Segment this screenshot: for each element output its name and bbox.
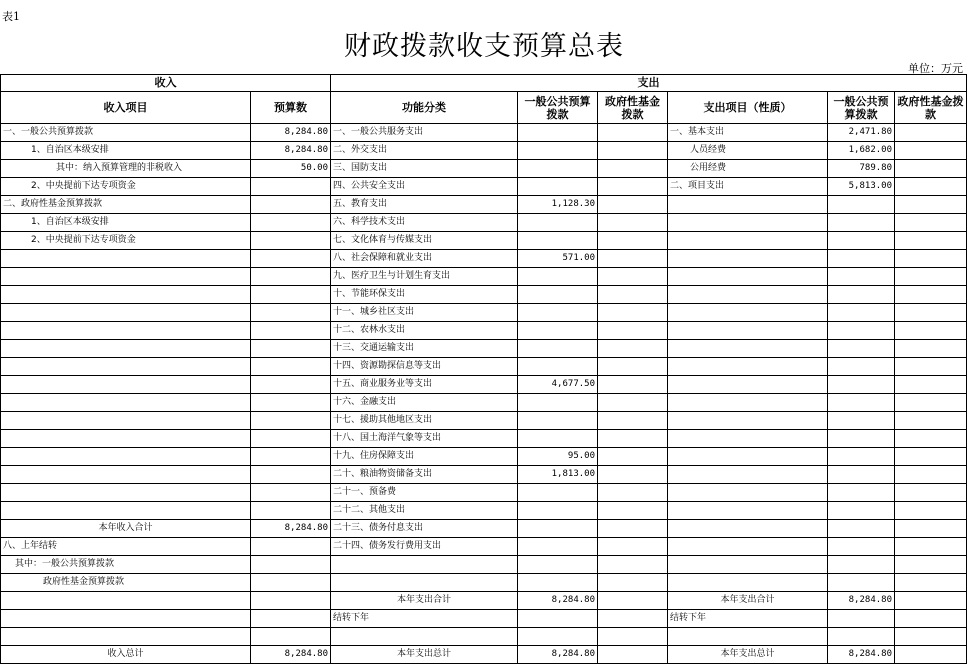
gov-fund-cell — [598, 574, 668, 592]
function-cell: 六、科学技术支出 — [331, 214, 518, 232]
general-public-cell — [518, 178, 598, 196]
income-cell: 1、自治区本级安排 — [1, 142, 251, 160]
budget-cell: 8,284.80 — [251, 646, 331, 664]
function-cell — [331, 574, 518, 592]
function-cell: 结转下年 — [331, 610, 518, 628]
table-row — [1, 646, 967, 664]
table-row — [1, 448, 967, 466]
general-public-2-cell — [828, 376, 895, 394]
gov-fund-cell — [598, 448, 668, 466]
general-public-cell: 1,128.30 — [518, 196, 598, 214]
gov-fund-cell — [598, 358, 668, 376]
expense-section-header: 支出 — [331, 75, 967, 92]
expense-item-cell — [668, 520, 828, 538]
income-cell: 1、自治区本级安排 — [1, 214, 251, 232]
expense-item-cell — [668, 304, 828, 322]
general-public-2-cell — [828, 232, 895, 250]
expense-item-cell — [668, 322, 828, 340]
table-row — [1, 520, 967, 538]
table-row — [1, 142, 967, 160]
gov-fund-2-cell — [895, 178, 967, 196]
budget-cell: 8,284.80 — [251, 520, 331, 538]
gov-fund-cell — [598, 232, 668, 250]
income-cell — [1, 250, 251, 268]
income-cell — [1, 340, 251, 358]
gov-fund-2-cell — [895, 538, 967, 556]
table-row — [1, 610, 967, 628]
budget-cell — [251, 394, 331, 412]
general-public-cell — [518, 322, 598, 340]
header-expense-item: 支出项目（性质） — [668, 92, 828, 124]
general-public-cell — [518, 160, 598, 178]
income-cell: 其中：一般公共预算拨款 — [1, 556, 251, 574]
function-cell: 八、社会保障和就业支出 — [331, 250, 518, 268]
general-public-2-cell — [828, 556, 895, 574]
budget-cell — [251, 358, 331, 376]
budget-cell — [251, 610, 331, 628]
general-public-2-cell: 789.80 — [828, 160, 895, 178]
budget-cell — [251, 214, 331, 232]
income-cell — [1, 628, 251, 646]
table-row — [1, 430, 967, 448]
income-cell — [1, 502, 251, 520]
table-row — [1, 340, 967, 358]
table-row — [1, 376, 967, 394]
function-cell: 本年支出合计 — [331, 592, 518, 610]
gov-fund-cell — [598, 250, 668, 268]
income-cell — [1, 484, 251, 502]
budget-cell — [251, 484, 331, 502]
general-public-cell: 4,677.50 — [518, 376, 598, 394]
budget-cell — [251, 430, 331, 448]
function-cell: 十九、住房保障支出 — [331, 448, 518, 466]
gov-fund-cell — [598, 412, 668, 430]
gov-fund-cell — [598, 484, 668, 502]
general-public-cell — [518, 520, 598, 538]
header-general-public: 一般公共预算拨款 — [518, 92, 598, 124]
income-cell: 八、上年结转 — [1, 538, 251, 556]
general-public-cell — [518, 484, 598, 502]
income-cell — [1, 592, 251, 610]
general-public-2-cell — [828, 214, 895, 232]
function-cell: 五、教育支出 — [331, 196, 518, 214]
expense-item-cell — [668, 430, 828, 448]
gov-fund-2-cell — [895, 646, 967, 664]
budget-cell — [251, 250, 331, 268]
general-public-cell — [518, 214, 598, 232]
general-public-2-cell — [828, 466, 895, 484]
general-public-cell: 571.00 — [518, 250, 598, 268]
general-public-2-cell — [828, 610, 895, 628]
gov-fund-2-cell — [895, 232, 967, 250]
general-public-cell — [518, 502, 598, 520]
gov-fund-cell — [598, 268, 668, 286]
expense-item-cell — [668, 574, 828, 592]
gov-fund-cell — [598, 502, 668, 520]
gov-fund-cell — [598, 646, 668, 664]
income-section-header: 收入 — [1, 75, 331, 92]
income-cell — [1, 322, 251, 340]
header-function-class: 功能分类 — [331, 92, 518, 124]
gov-fund-2-cell — [895, 322, 967, 340]
gov-fund-2-cell — [895, 376, 967, 394]
gov-fund-cell — [598, 376, 668, 394]
function-cell: 十二、农林水支出 — [331, 322, 518, 340]
budget-cell — [251, 556, 331, 574]
gov-fund-2-cell — [895, 358, 967, 376]
table-row — [1, 394, 967, 412]
general-public-cell — [518, 340, 598, 358]
income-cell: 2、中央提前下达专项资金 — [1, 178, 251, 196]
table-row — [1, 412, 967, 430]
general-public-2-cell — [828, 412, 895, 430]
general-public-2-cell — [828, 574, 895, 592]
header-income-item: 收入项目 — [1, 92, 251, 124]
gov-fund-2-cell — [895, 610, 967, 628]
gov-fund-cell — [598, 430, 668, 448]
income-cell: 本年收入合计 — [1, 520, 251, 538]
function-cell: 二十二、其他支出 — [331, 502, 518, 520]
expense-item-cell: 人员经费 — [668, 142, 828, 160]
income-cell — [1, 394, 251, 412]
budget-cell — [251, 448, 331, 466]
table-row — [1, 232, 967, 250]
general-public-2-cell — [828, 322, 895, 340]
table-row — [1, 556, 967, 574]
gov-fund-2-cell — [895, 520, 967, 538]
budget-cell — [251, 574, 331, 592]
budget-cell — [251, 376, 331, 394]
budget-cell — [251, 286, 331, 304]
income-cell: 一、一般公共预算拨款 — [1, 124, 251, 142]
expense-item-cell — [668, 466, 828, 484]
gov-fund-cell — [598, 340, 668, 358]
expense-item-cell — [668, 286, 828, 304]
gov-fund-2-cell — [895, 196, 967, 214]
table-row — [1, 484, 967, 502]
income-cell: 二、政府性基金预算拨款 — [1, 196, 251, 214]
expense-item-cell — [668, 250, 828, 268]
general-public-2-cell — [828, 628, 895, 646]
gov-fund-2-cell — [895, 484, 967, 502]
header-general-public-2: 一般公共预算拨款 — [828, 92, 895, 124]
general-public-cell — [518, 394, 598, 412]
general-public-2-cell — [828, 250, 895, 268]
gov-fund-cell — [598, 160, 668, 178]
general-public-2-cell — [828, 286, 895, 304]
gov-fund-2-cell — [895, 592, 967, 610]
function-cell: 十七、援助其他地区支出 — [331, 412, 518, 430]
income-cell — [1, 358, 251, 376]
general-public-2-cell — [828, 268, 895, 286]
income-cell — [1, 448, 251, 466]
expense-item-cell: 本年支出合计 — [668, 592, 828, 610]
budget-cell — [251, 538, 331, 556]
expense-item-cell: 公用经费 — [668, 160, 828, 178]
general-public-cell — [518, 358, 598, 376]
general-public-cell — [518, 124, 598, 142]
function-cell: 十三、交通运输支出 — [331, 340, 518, 358]
general-public-cell: 8,284.80 — [518, 646, 598, 664]
budget-cell — [251, 628, 331, 646]
general-public-2-cell: 8,284.80 — [828, 592, 895, 610]
general-public-2-cell — [828, 304, 895, 322]
gov-fund-2-cell — [895, 430, 967, 448]
function-cell: 九、医疗卫生与计划生育支出 — [331, 268, 518, 286]
budget-cell: 8,284.80 — [251, 124, 331, 142]
table-row — [1, 592, 967, 610]
function-cell: 十一、城乡社区支出 — [331, 304, 518, 322]
table-row — [1, 358, 967, 376]
general-public-cell: 95.00 — [518, 448, 598, 466]
table-row — [1, 304, 967, 322]
expense-item-cell — [668, 448, 828, 466]
expense-item-cell — [668, 556, 828, 574]
function-cell: 三、国防支出 — [331, 160, 518, 178]
expense-item-cell — [668, 502, 828, 520]
gov-fund-2-cell — [895, 214, 967, 232]
general-public-2-cell — [828, 394, 895, 412]
expense-item-cell — [668, 196, 828, 214]
gov-fund-cell — [598, 628, 668, 646]
table-row — [1, 538, 967, 556]
income-cell: 收入总计 — [1, 646, 251, 664]
general-public-cell — [518, 286, 598, 304]
income-cell — [1, 466, 251, 484]
gov-fund-cell — [598, 286, 668, 304]
gov-fund-2-cell — [895, 286, 967, 304]
expense-item-cell — [668, 628, 828, 646]
budget-cell — [251, 304, 331, 322]
function-cell: 十四、资源勘探信息等支出 — [331, 358, 518, 376]
expense-item-cell — [668, 376, 828, 394]
function-cell: 十五、商业服务业等支出 — [331, 376, 518, 394]
general-public-2-cell: 8,284.80 — [828, 646, 895, 664]
budget-cell — [251, 196, 331, 214]
unit-label: 单位：万元 — [908, 62, 963, 75]
general-public-2-cell — [828, 430, 895, 448]
budget-cell: 8,284.80 — [251, 142, 331, 160]
gov-fund-2-cell — [895, 466, 967, 484]
function-cell: 二十三、债务付息支出 — [331, 520, 518, 538]
page-title: 财政拨款收支预算总表 — [344, 31, 624, 62]
general-public-2-cell: 1,682.00 — [828, 142, 895, 160]
expense-item-cell — [668, 232, 828, 250]
budget-cell — [251, 592, 331, 610]
general-public-2-cell — [828, 196, 895, 214]
table-row — [1, 160, 967, 178]
budget-cell — [251, 322, 331, 340]
general-public-cell — [518, 574, 598, 592]
expense-item-cell: 本年支出总计 — [668, 646, 828, 664]
gov-fund-cell — [598, 394, 668, 412]
gov-fund-cell — [598, 124, 668, 142]
general-public-cell: 8,284.80 — [518, 592, 598, 610]
general-public-cell — [518, 142, 598, 160]
header-budget-amount: 预算数 — [251, 92, 331, 124]
general-public-cell — [518, 232, 598, 250]
budget-cell — [251, 502, 331, 520]
expense-item-cell — [668, 214, 828, 232]
gov-fund-cell — [598, 466, 668, 484]
gov-fund-2-cell — [895, 556, 967, 574]
function-cell: 十六、金融支出 — [331, 394, 518, 412]
table-row — [1, 250, 967, 268]
general-public-cell — [518, 610, 598, 628]
gov-fund-cell — [598, 538, 668, 556]
expense-item-cell — [668, 538, 828, 556]
income-cell: 2、中央提前下达专项资金 — [1, 232, 251, 250]
income-cell — [1, 268, 251, 286]
gov-fund-2-cell — [895, 340, 967, 358]
gov-fund-2-cell — [895, 502, 967, 520]
income-cell — [1, 610, 251, 628]
function-cell — [331, 628, 518, 646]
budget-cell — [251, 466, 331, 484]
general-public-cell — [518, 304, 598, 322]
general-public-cell — [518, 412, 598, 430]
expense-item-cell — [668, 412, 828, 430]
general-public-cell — [518, 268, 598, 286]
gov-fund-cell — [598, 196, 668, 214]
income-cell — [1, 286, 251, 304]
function-cell: 二十一、预备费 — [331, 484, 518, 502]
function-cell: 十八、国土海洋气象等支出 — [331, 430, 518, 448]
gov-fund-2-cell — [895, 142, 967, 160]
table-row — [1, 178, 967, 196]
table-row — [1, 322, 967, 340]
gov-fund-2-cell — [895, 574, 967, 592]
general-public-cell: 1,813.00 — [518, 466, 598, 484]
general-public-2-cell — [828, 358, 895, 376]
general-public-2-cell — [828, 340, 895, 358]
expense-item-cell: 一、基本支出 — [668, 124, 828, 142]
gov-fund-2-cell — [895, 160, 967, 178]
gov-fund-2-cell — [895, 448, 967, 466]
gov-fund-cell — [598, 592, 668, 610]
header-gov-fund-2: 政府性基金拨款 — [895, 92, 967, 124]
general-public-2-cell — [828, 502, 895, 520]
budget-cell: 50.00 — [251, 160, 331, 178]
gov-fund-2-cell — [895, 628, 967, 646]
general-public-cell — [518, 430, 598, 448]
function-cell: 四、公共安全支出 — [331, 178, 518, 196]
gov-fund-cell — [598, 214, 668, 232]
gov-fund-2-cell — [895, 394, 967, 412]
table-row — [1, 286, 967, 304]
gov-fund-2-cell — [895, 250, 967, 268]
gov-fund-2-cell — [895, 412, 967, 430]
expense-item-cell: 二、项目支出 — [668, 178, 828, 196]
income-cell — [1, 430, 251, 448]
expense-item-cell — [668, 484, 828, 502]
general-public-cell — [518, 628, 598, 646]
gov-fund-cell — [598, 520, 668, 538]
budget-table — [0, 74, 967, 664]
function-cell: 本年支出总计 — [331, 646, 518, 664]
general-public-2-cell — [828, 484, 895, 502]
general-public-2-cell: 5,813.00 — [828, 178, 895, 196]
general-public-2-cell: 2,471.80 — [828, 124, 895, 142]
income-cell: 政府性基金预算拨款 — [1, 574, 251, 592]
header-gov-fund: 政府性基金拨款 — [598, 92, 668, 124]
function-cell: 七、文化体育与传媒支出 — [331, 232, 518, 250]
income-cell — [1, 304, 251, 322]
general-public-cell — [518, 538, 598, 556]
general-public-2-cell — [828, 520, 895, 538]
gov-fund-cell — [598, 322, 668, 340]
gov-fund-cell — [598, 556, 668, 574]
budget-cell — [251, 232, 331, 250]
general-public-2-cell — [828, 538, 895, 556]
gov-fund-cell — [598, 304, 668, 322]
table-row — [1, 502, 967, 520]
expense-item-cell — [668, 340, 828, 358]
income-cell — [1, 412, 251, 430]
expense-item-cell — [668, 394, 828, 412]
table-row — [1, 574, 967, 592]
general-public-2-cell — [828, 448, 895, 466]
gov-fund-2-cell — [895, 304, 967, 322]
gov-fund-cell — [598, 142, 668, 160]
table-row — [1, 628, 967, 646]
budget-cell — [251, 412, 331, 430]
budget-cell — [251, 178, 331, 196]
table-row — [1, 466, 967, 484]
gov-fund-2-cell — [895, 268, 967, 286]
expense-item-cell — [668, 268, 828, 286]
table-row — [1, 268, 967, 286]
gov-fund-cell — [598, 610, 668, 628]
table-row — [1, 196, 967, 214]
function-cell: 一、一般公共服务支出 — [331, 124, 518, 142]
function-cell: 二、外交支出 — [331, 142, 518, 160]
budget-cell — [251, 340, 331, 358]
gov-fund-cell — [598, 178, 668, 196]
function-cell: 二十四、债务发行费用支出 — [331, 538, 518, 556]
gov-fund-2-cell — [895, 124, 967, 142]
function-cell — [331, 556, 518, 574]
function-cell: 二十、粮油物资储备支出 — [331, 466, 518, 484]
function-cell: 十、节能环保支出 — [331, 286, 518, 304]
general-public-cell — [518, 556, 598, 574]
income-cell: 其中：纳入预算管理的非税收入 — [1, 160, 251, 178]
table-tag: 表1 — [2, 10, 20, 23]
budget-cell — [251, 268, 331, 286]
table-row — [1, 214, 967, 232]
expense-item-cell — [668, 358, 828, 376]
income-cell — [1, 376, 251, 394]
table-row — [1, 124, 967, 142]
expense-item-cell: 结转下年 — [668, 610, 828, 628]
